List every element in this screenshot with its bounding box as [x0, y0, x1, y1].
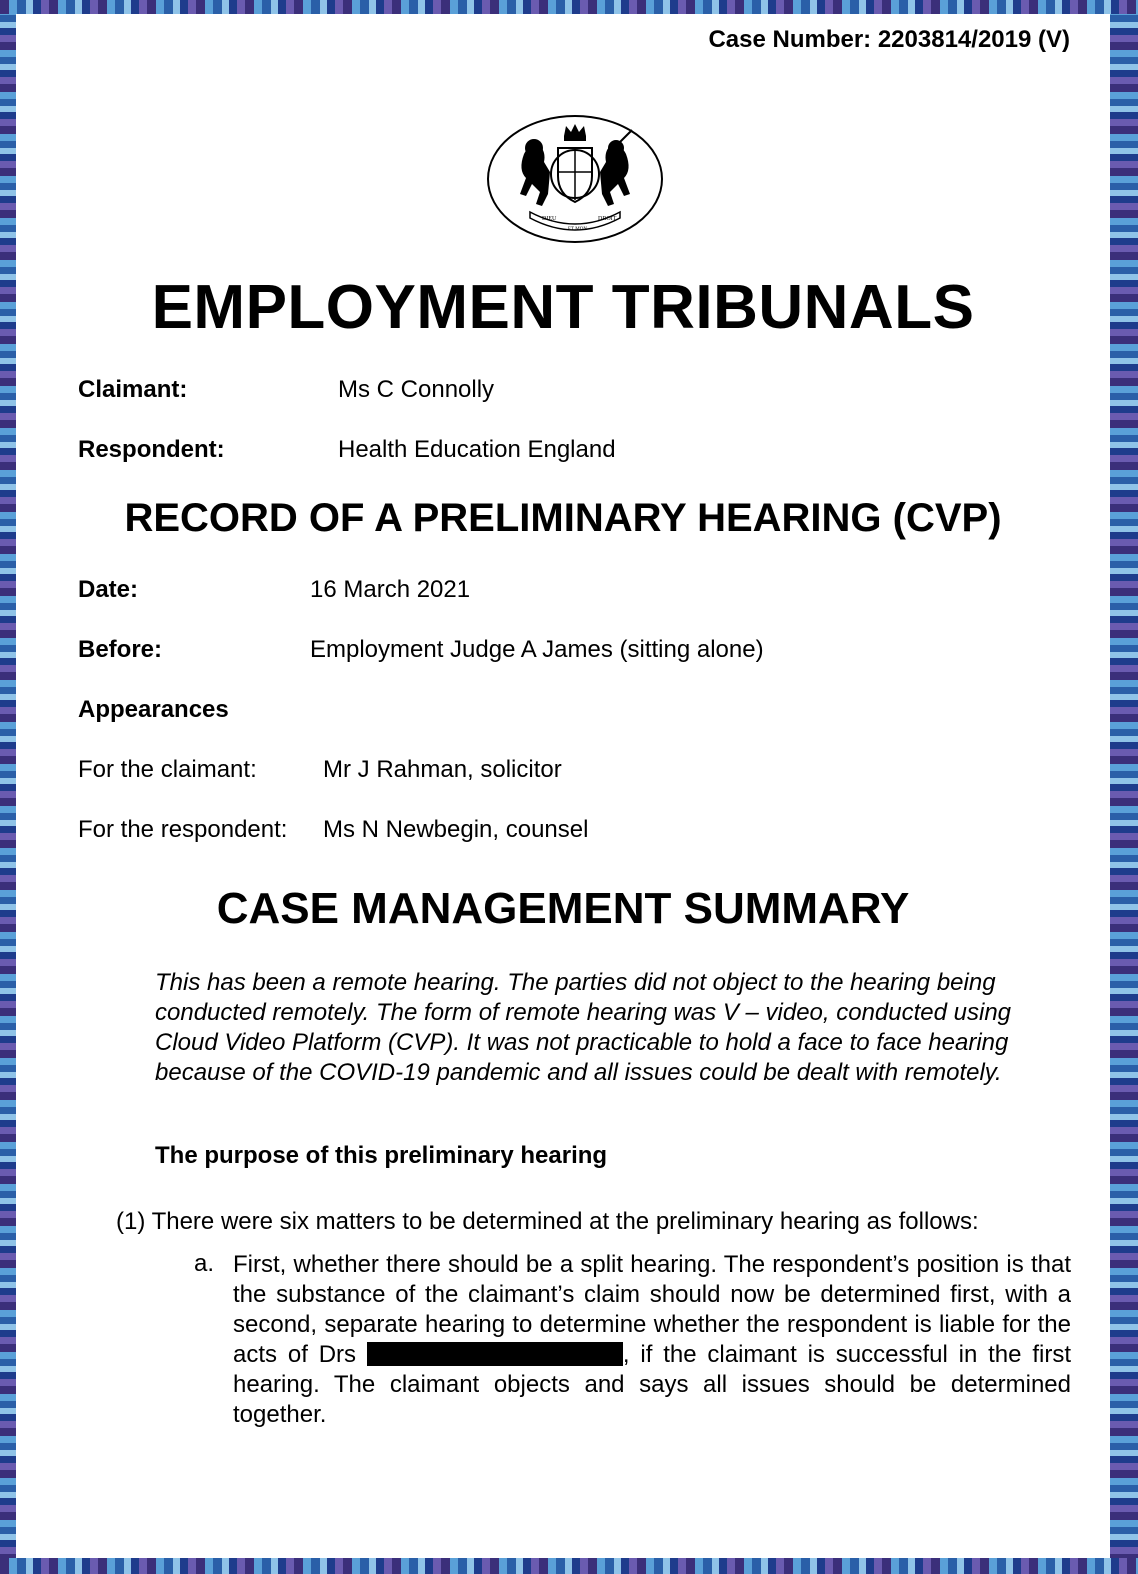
claimant-rep-value: Mr J Rahman, solicitor [323, 756, 562, 783]
svg-text:DIEU: DIEU [542, 216, 557, 222]
document-page [16, 14, 1110, 1558]
before-value: Employment Judge A James (sitting alone) [310, 636, 764, 663]
royal-coat-of-arms-icon [486, 114, 664, 244]
date-label: Date: [78, 576, 139, 603]
svg-text:DROIT: DROIT [598, 216, 617, 222]
respondent-value: Health Education England [338, 436, 616, 463]
paragraph-a [233, 1250, 1071, 1428]
page-title: EMPLOYMENT TRIBUNALS [151, 273, 975, 342]
date-value: 16 March 2021 [310, 576, 471, 603]
respondent-label: Respondent: [78, 436, 225, 463]
summary-heading: CASE MANAGEMENT SUMMARY [216, 884, 910, 933]
remote-hearing-note: This has been a remote hearing. The parties did not object to the hearing being conducted remotely. The form of remote hearing was V – video, conducted using Cloud Video Platform (CVP). It was not practicable to hold a face to face hearing because of the COVID-19 pandemic and all issues could be dealt with remotely. [155, 969, 1012, 1086]
claimant-value: Ms C Connolly [338, 376, 495, 403]
svg-text:ET MON: ET MON [568, 227, 587, 232]
paragraph-1 [116, 1208, 979, 1236]
paragraph-1-text: There were six matters to be determined at the preliminary hearing as follows: [151, 1208, 979, 1235]
purpose-heading: The purpose of this preliminary hearing [155, 1142, 608, 1169]
redaction-block [367, 1342, 623, 1366]
record-heading: RECORD OF A PRELIMINARY HEARING (CVP) [124, 496, 1002, 540]
paragraph-a-text-before: First, whether there should be a split hearing. The respondent’s position is that the substance of the claimant’s claim should now be determined first, with a second, separate hearing to determine whether the respondent is liable for the acts of Drs [233, 1251, 1071, 1368]
paragraph-1-marker: (1) [116, 1208, 146, 1235]
case-number: Case Number: 2203814/2019 (V) [708, 26, 1070, 53]
claimant-label: Claimant: [78, 376, 188, 403]
respondent-rep-label: For the respondent: [78, 816, 288, 843]
claimant-rep-label: For the claimant: [78, 756, 257, 783]
paragraph-a-text-after: , if the claimant is successful in the first hearing. The claimant objects and says all issues should be determined together. [233, 1341, 1071, 1428]
paragraph-a-marker: a. [194, 1250, 215, 1277]
appearances-label: Appearances [78, 696, 229, 723]
respondent-rep-value: Ms N Newbegin, counsel [323, 816, 589, 843]
before-label: Before: [78, 636, 163, 663]
decorative-border-top [0, 0, 1138, 14]
decorative-border-bottom [0, 1558, 1138, 1574]
